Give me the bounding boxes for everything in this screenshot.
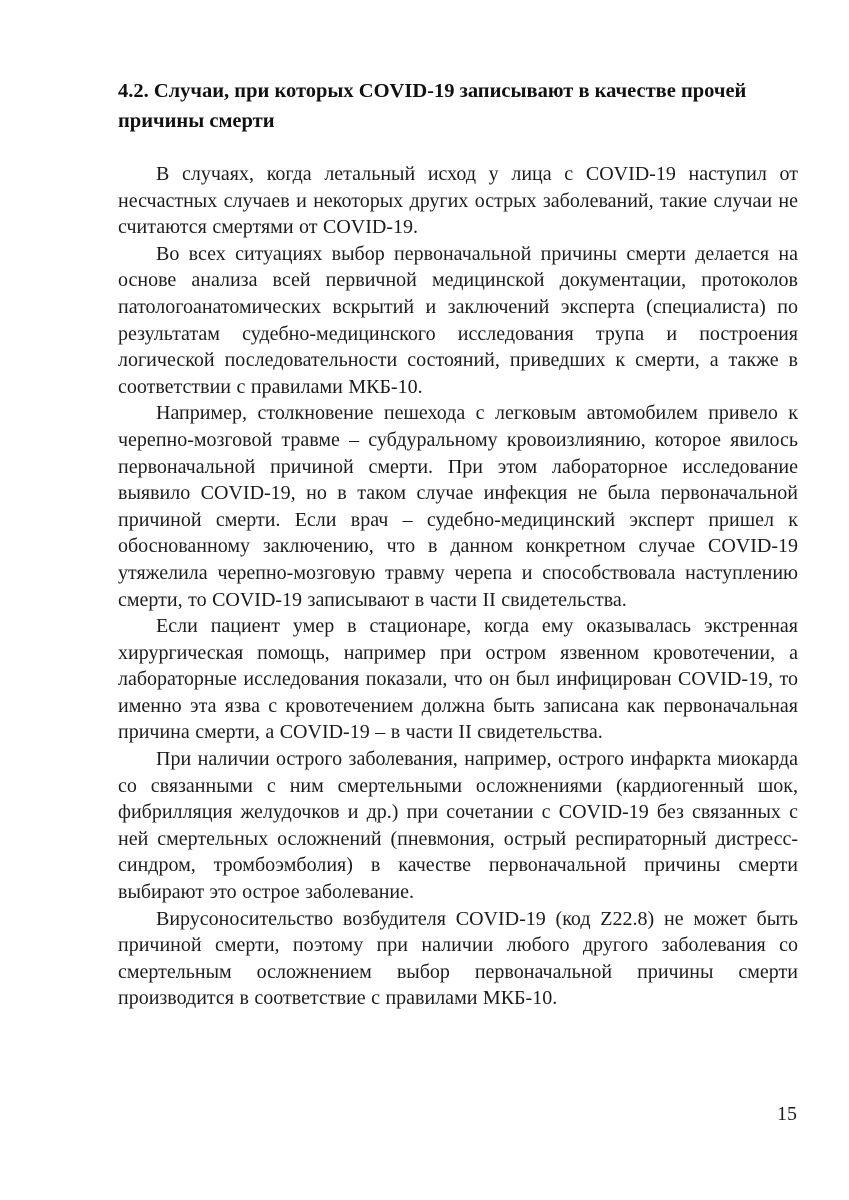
section-heading: 4.2. Случаи, при которых COVID-19 записывают в качестве прочей причины смерти [118,80,747,132]
page-number: 15 [777,1103,797,1125]
paragraph: При наличии острого заболевания, например, острого инфаркта миокарда со связанными с ним смертельными осложнениями (кардиогенный шок, фибрилляция желудочков и др.) при сочетании с COVID-19 без связанных с ней смертельных осложнений (пневмония, острый респираторный дистресс-синдром, тромбоэмболия) в качестве первоначальной причины смерти выбирают это острое заболевание. [118,748,798,904]
paragraph: Во всех ситуациях выбор первоначальной причины смерти делается на основе анализа всей первичной медицинской документации, протоколов патологоанатомических вскрытий и заключений эксперта (специалиста) по результатам судебно-медицинского исследования трупа и построения логической последовательности состояний, приведших к смерти, а также в соответствии с правилами МКБ-10. [118,242,798,398]
paragraph: Вирусоносительство возбудителя COVID-19 (код Z22.8) не может быть причиной смерти, поэтому при наличии любого другого заболевания со смертельным осложнением выбор первоначальной причины смерти производится в соответствие с правилами МКБ-10. [118,907,798,1010]
text-block [118,76,798,1012]
paragraph: Если пациент умер в стационаре, когда ему оказывалась экстренная хирургическая помощь, например при остром язвенном кровотечении, а лабораторные исследования показали, что он был инфицирован COVID-19, то именно эта язва с кровотечением должна быть записана как первоначальная причина смерти, а COVID-19 – в части II свидетельства. [118,615,798,744]
paragraph: Например, столкновение пешехода с легковым автомобилем привело к черепно-мозговой травме – субдуральному кровоизлиянию, которое явилось первоначальной причиной смерти. При этом лабораторное исследование выявило COVID-19, но в таком случае инфекция не была первоначальной причиной смерти. Если врач – судебно-медицинский эксперт пришел к обоснованному заключению, что в данном конкретном случае COVID-19 утяжелила черепно-мозговую травму черепа и способствовала наступлению смерти, то COVID-19 записывают в части II свидетельства. [118,402,798,611]
paragraph: В случаях, когда летальный исход у лица с COVID-19 наступил от несчастных случаев и некоторых других острых заболеваний, такие случаи не считаются смертями от COVID-19. [118,163,798,239]
